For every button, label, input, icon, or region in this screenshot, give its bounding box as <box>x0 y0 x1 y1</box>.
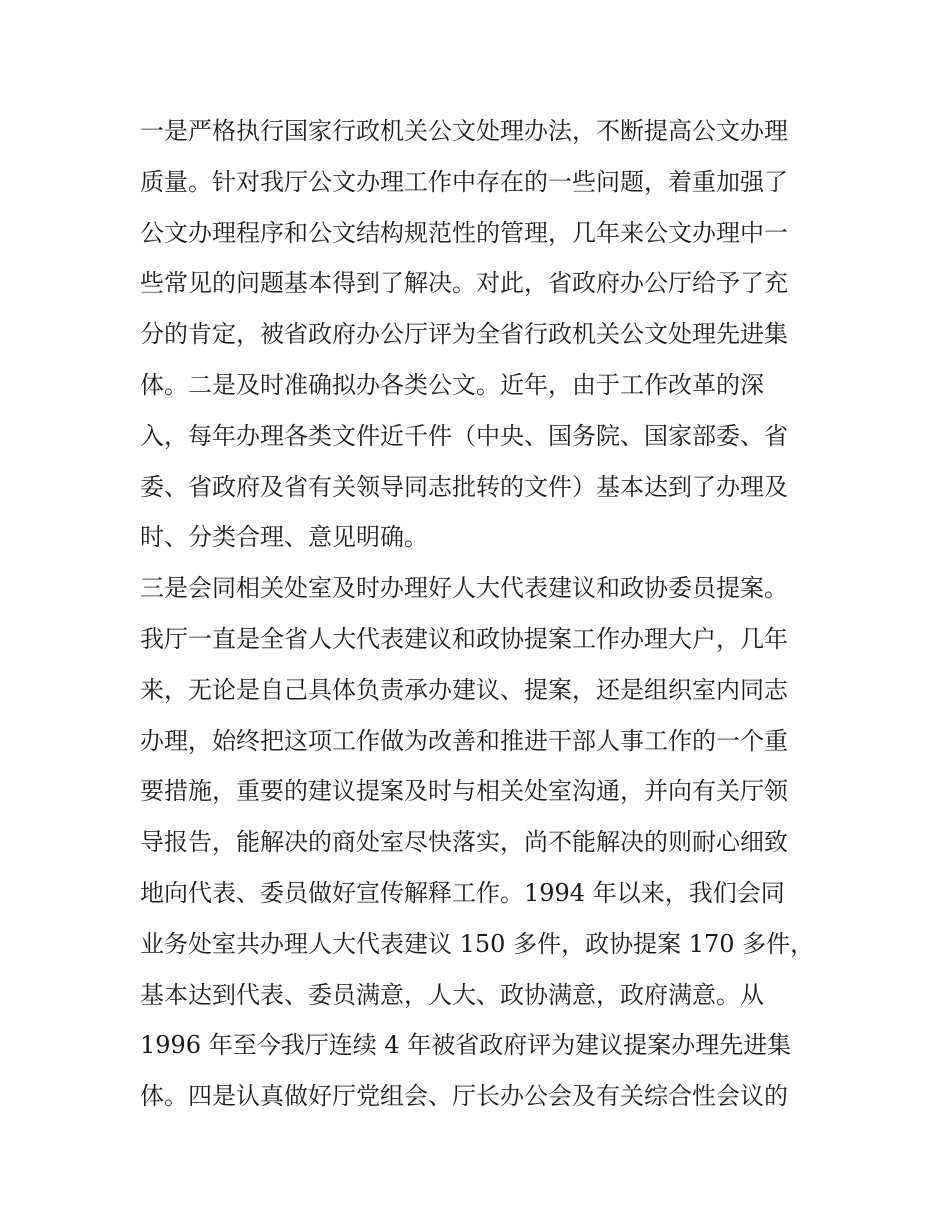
text-line: 来，无论是自己具体负责承办建议、提案，还是组织室内同志 <box>140 675 788 704</box>
text-line: 业务处室共办理人大代表建议 150 多件，政协提案 170 多件， <box>140 929 815 958</box>
text-line: 一是严格执行国家行政机关公文处理办法，不断提高公文办理 <box>140 117 788 145</box>
body-text <box>140 106 820 1122</box>
text-line: 基本达到代表、委员满意，人大、政协满意，政府满意。从 <box>140 980 764 1009</box>
text-line: 体。四是认真做好厅党组会、厅长办公会及有关综合性会议的 <box>140 1082 788 1111</box>
text-line: 办理，始终把这项工作做为改善和推进干部人事工作的一个重 <box>140 726 788 755</box>
text-line: 时、分类合理、意见明确。 <box>140 523 428 552</box>
text-line: 体。二是及时准确拟办各类公文。近年，由于工作改革的深 <box>140 370 764 399</box>
text-line: 些常见的问题基本得到了解决。对此，省政府办公厅给予了充 <box>140 269 788 298</box>
text-line: 地向代表、委员做好宣传解释工作。1994 年以来，我们会同 <box>140 878 785 907</box>
text-line: 入，每年办理各类文件近千件（中央、国务院、国家部委、省 <box>140 421 788 450</box>
text-line: 公文办理程序和公文结构规范性的管理，几年来公文办理中一 <box>140 218 788 247</box>
text-line: 1996 年至今我厅连续 4 年被省政府评为建议提案办理先进集 <box>140 1031 792 1060</box>
text-line: 质量。针对我厅公文办理工作中存在的一些问题，着重加强了 <box>140 167 788 196</box>
text-line: 我厅一直是全省人大代表建议和政协提案工作办理大户，几年 <box>140 624 788 653</box>
text-line: 要措施，重要的建议提案及时与相关处室沟通，并向有关厅领 <box>140 777 788 806</box>
text-line: 委、省政府及省有关领导同志批转的文件）基本达到了办理及 <box>140 472 788 501</box>
text-line: 分的肯定，被省政府办公厅评为全省行政机关公文处理先进集 <box>140 320 788 349</box>
text-line: 导报告，能解决的商处室尽快落实，尚不能解决的则耐心细致 <box>140 828 788 857</box>
text-line: 三是会同相关处室及时办理好人大代表建议和政协委员提案。 <box>140 574 788 603</box>
